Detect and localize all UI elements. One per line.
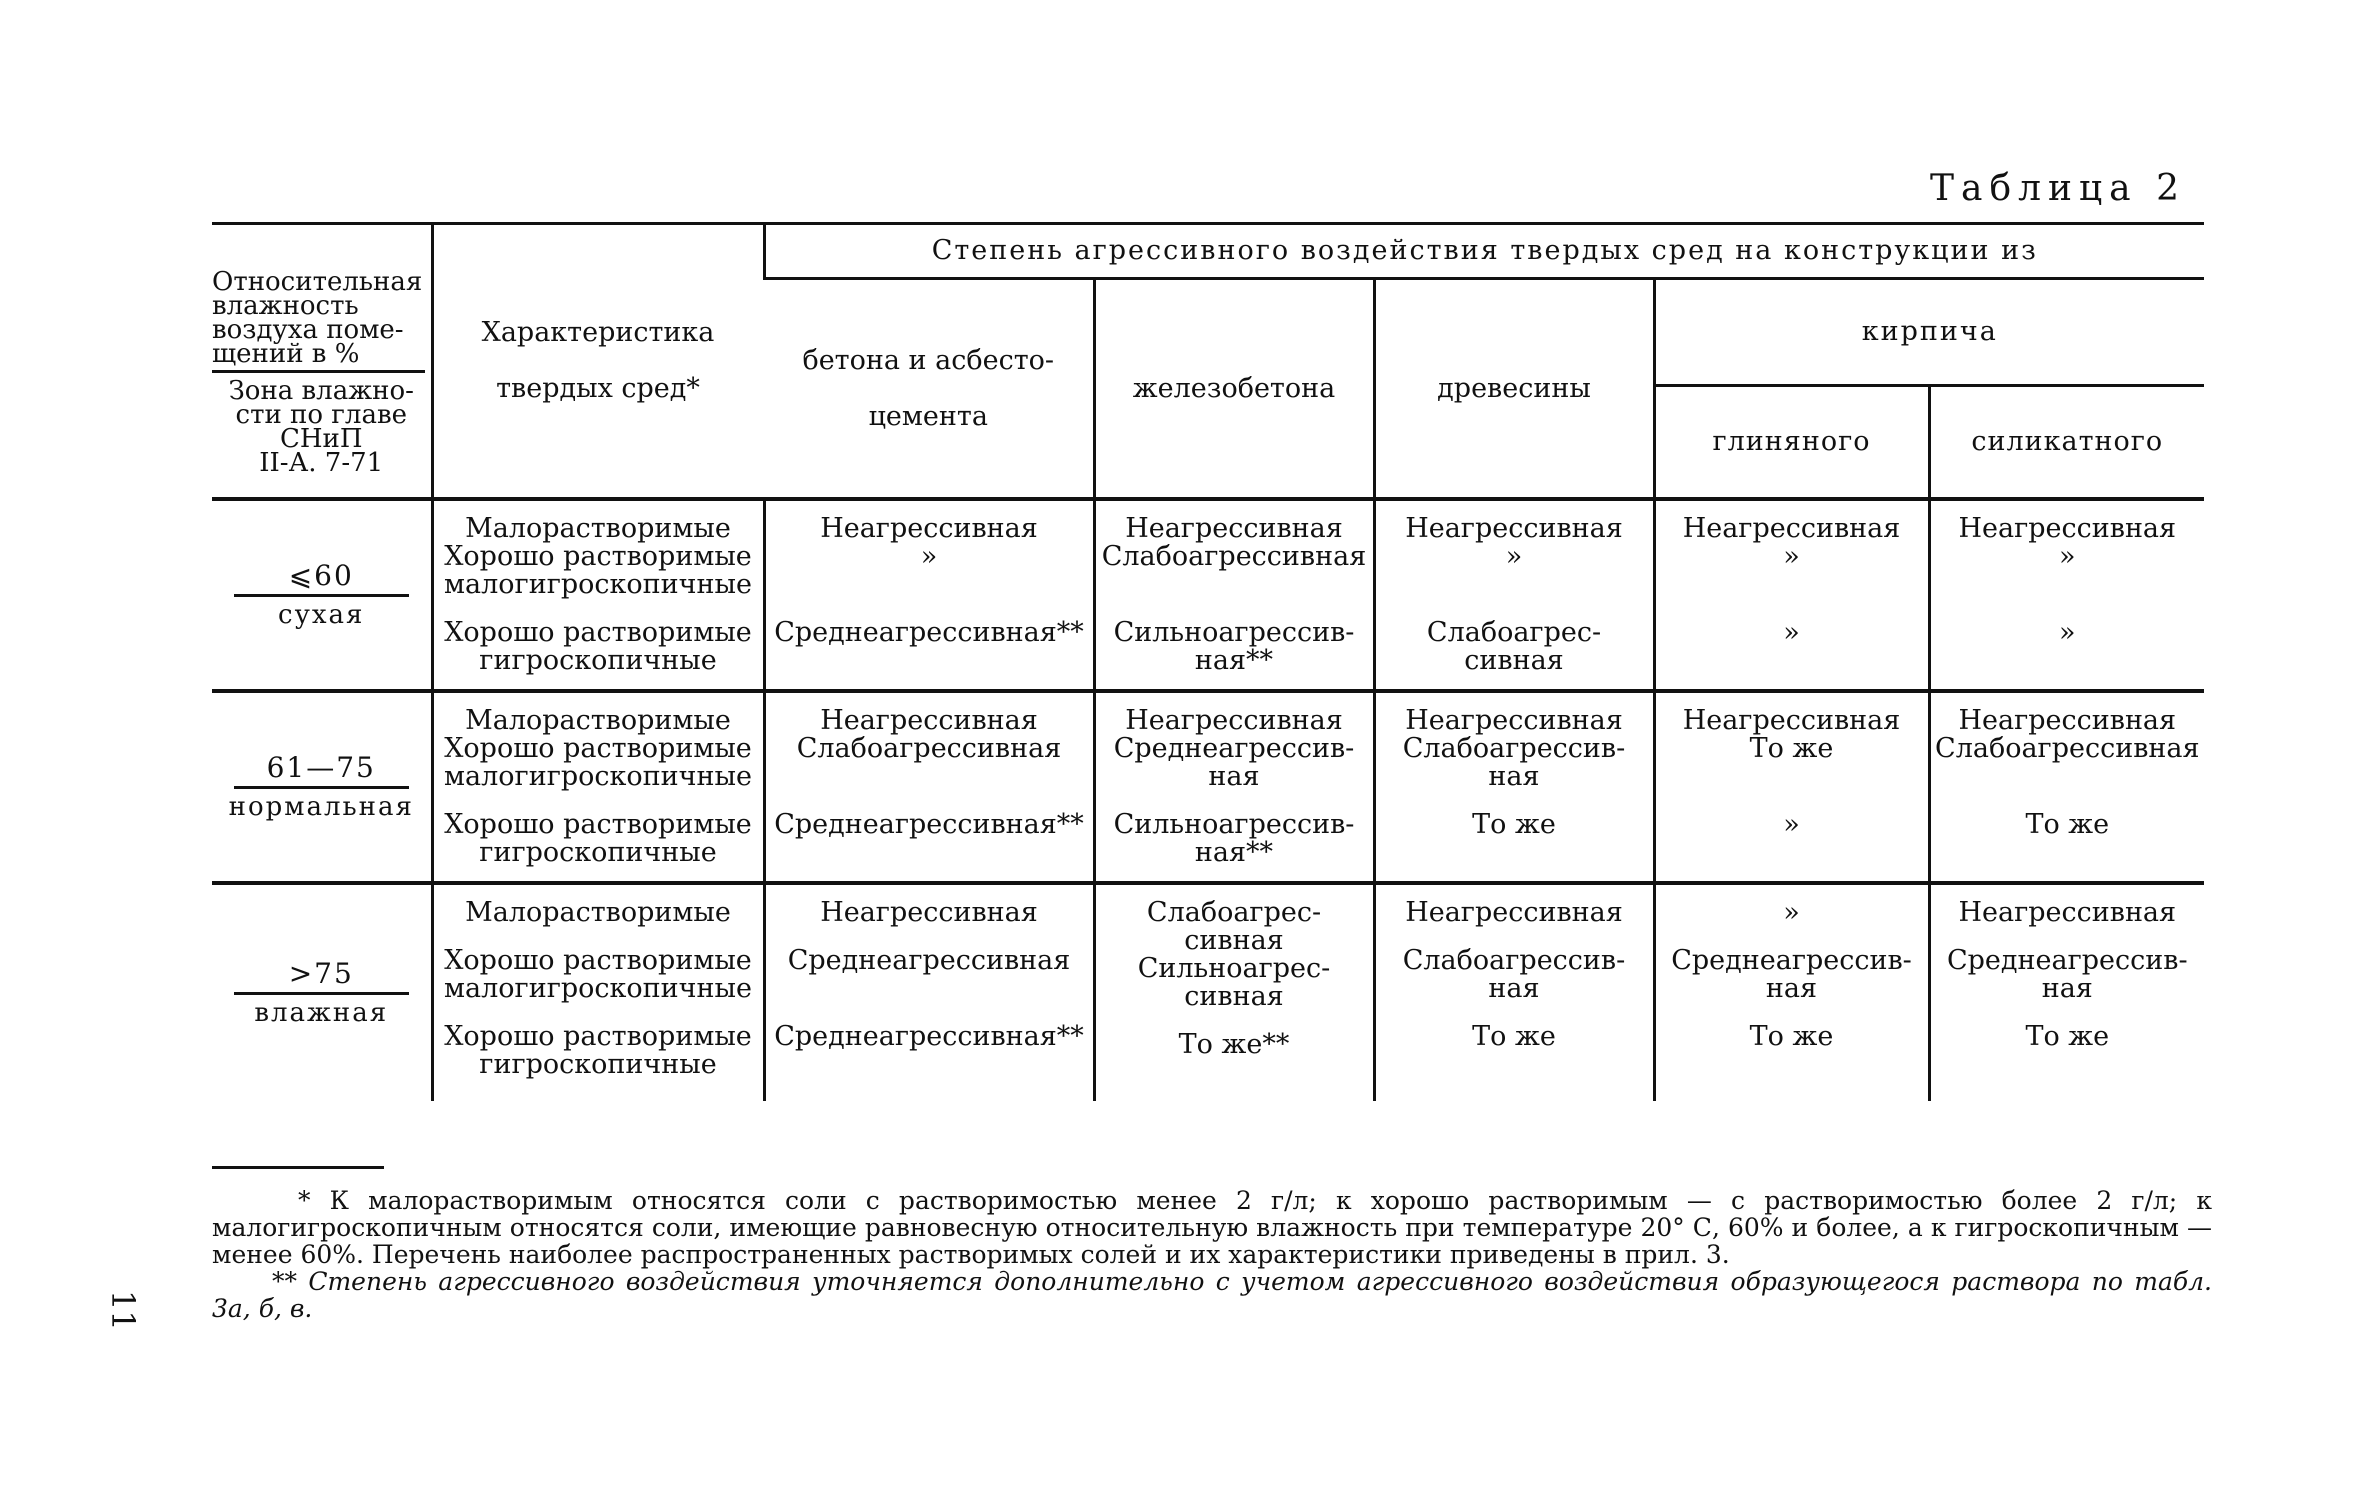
zone-name: влажная: [254, 997, 389, 1028]
clay-cell: [1654, 883, 1929, 1101]
value-line: Неагрессивная: [1125, 513, 1343, 544]
value-line: То же: [2025, 1021, 2110, 1052]
char-line: Хорошо растворимые: [444, 541, 752, 572]
header-humidity-line2: влажность: [212, 290, 359, 321]
char-line: Хорошо растворимые: [444, 809, 752, 840]
zone-name: сухая: [278, 599, 365, 630]
concrete-cell: [764, 499, 1094, 691]
value-line: Неагрессивная: [1682, 705, 1901, 736]
value-line: [1931, 571, 2205, 599]
table-row: [212, 691, 2204, 883]
wood-cell: [1374, 691, 1654, 883]
value-line: [1376, 571, 1653, 599]
value-line: [1376, 839, 1653, 867]
header-span-title: Степень агрессивного воздействия твердых сред на конструкции из: [764, 224, 2204, 279]
characteristic-cell: [432, 499, 764, 691]
header-humidity-line4: щений в %: [212, 338, 360, 369]
value-line: Слабоагрессивная: [1935, 733, 2200, 764]
header-brick: кирпича: [1654, 279, 2204, 386]
value-gap: [766, 1003, 1093, 1023]
char-line: Хорошо растворимые: [444, 1021, 752, 1052]
value-gap: [766, 791, 1093, 811]
value-line: »: [2059, 541, 2076, 572]
char-line: Малорастворимые: [465, 897, 731, 928]
value-line: »: [1783, 897, 1800, 928]
zone-cell: [212, 883, 432, 1101]
value-line: [1656, 839, 1928, 867]
value-line: сивная: [1184, 981, 1284, 1012]
value-line: Слабоагрес-: [1426, 617, 1602, 648]
value-line: Среднеагрессивная**: [774, 617, 1084, 648]
value-line: [1096, 571, 1373, 599]
value-line: ная: [1765, 973, 1818, 1004]
value-line: [766, 1051, 1093, 1079]
concrete-cell: [764, 883, 1094, 1101]
value-line: То же: [1472, 809, 1556, 840]
value-line: [1656, 571, 1928, 599]
header-reinforced: железобетона: [1094, 279, 1374, 498]
value-gap: [1931, 1003, 2205, 1023]
value-gap: [1931, 927, 2205, 947]
header-wood: древесины: [1374, 279, 1654, 498]
value-line: ная: [1208, 761, 1260, 792]
value-line: Неагрессивная: [1405, 513, 1623, 544]
value-line: Слабоагрессивная: [796, 733, 1062, 764]
table-title: Таблица 2: [1930, 168, 2186, 209]
zone-value: ⩽60: [234, 562, 409, 597]
value-line: Среднеагрессивная: [787, 945, 1071, 976]
value-gap: [1931, 599, 2205, 619]
header-zone-line4: II-А. 7-71: [259, 447, 384, 478]
value-line: То же: [1472, 1021, 1556, 1052]
value-line: [766, 647, 1093, 675]
footnote-2: ** Степень агрессивного воздействия уточняется дополнительно с учетом агрессивного воздействия образующегося раствора по табл. 3а, б, в.: [212, 1267, 2212, 1323]
value-line: сивная: [1464, 645, 1564, 676]
reinforced-cell: [1094, 499, 1374, 691]
value-line: ная: [2041, 973, 2093, 1004]
value-gap: [1656, 1003, 1928, 1023]
value-line: Слабоагрессивная: [1101, 541, 1367, 572]
value-line: [766, 571, 1093, 599]
header-characteristic: [432, 224, 764, 498]
header-concrete-line2: цемента: [868, 400, 988, 432]
value-line: [1656, 763, 1928, 791]
header-humidity-top: [212, 266, 425, 373]
value-line: То же: [1749, 733, 1834, 764]
reinforced-cell: [1094, 883, 1374, 1101]
silicate-cell: [1929, 883, 2204, 1101]
value-line: То же: [2025, 809, 2110, 840]
char-line: гигроскопичные: [479, 837, 717, 868]
value-line: [1656, 1051, 1928, 1079]
value-line: ная: [1488, 761, 1540, 792]
value-line: [766, 763, 1093, 791]
value-line: Сильноагрес-: [1137, 953, 1331, 984]
header-zone-line1: Зона влажно-: [228, 375, 414, 406]
characteristic-cell: [432, 691, 764, 883]
char-line: Малорастворимые: [465, 705, 731, 736]
value-line: Среднеагрессивная**: [774, 809, 1084, 840]
header-zone-line2: сти по главе: [235, 399, 407, 430]
value-line: Неагрессивная: [1682, 513, 1901, 544]
value-gap: [1931, 791, 2205, 811]
silicate-cell: [1929, 691, 2204, 883]
value-gap: [766, 599, 1093, 619]
char-gap: [434, 791, 763, 811]
value-line: Неагрессивная: [1405, 897, 1623, 928]
value-line: »: [1505, 541, 1523, 572]
value-line: »: [1783, 809, 1800, 840]
value-line: [766, 975, 1093, 1003]
value-line: Сильноагрессив-: [1113, 809, 1355, 840]
value-line: Среднеагрессивная**: [774, 1021, 1084, 1052]
header-humidity: [212, 224, 432, 498]
value-line: »: [1783, 617, 1800, 648]
zone-value: 61—75: [234, 754, 409, 789]
value-line: [1096, 1059, 1373, 1087]
value-gap: [1656, 927, 1928, 947]
value-line: Неагрессивная: [820, 897, 1038, 928]
header-humidity-line1: Относительная: [212, 266, 423, 297]
silicate-cell: [1929, 499, 2204, 691]
char-line: малогигроскопичные: [444, 973, 752, 1004]
footnote-1: * К малорастворимым относятся соли с растворимостью менее 2 г/л; к хорошо растворимым — с растворимостью более 2 г/л; к малогигроскопичным относятся соли, имеющие равновесную относительную влажность при температуре 20° С, 60% и более, а к гигроскопичным — менее 60%. Перечень наиболее распространенных растворимых солей и их характеристики приведены в прил. 3.: [212, 1186, 2212, 1269]
header-row-1: [212, 224, 2204, 279]
value-line: Среднеагрессив-: [1671, 945, 1912, 976]
value-line: [1931, 763, 2205, 791]
clay-cell: [1654, 499, 1929, 691]
value-gap: [1376, 927, 1653, 947]
zone-name: нормальная: [228, 791, 414, 822]
value-line: То же**: [1178, 1029, 1290, 1060]
value-line: [1656, 647, 1928, 675]
value-line: Неагрессивная: [1405, 705, 1623, 736]
value-gap: [1376, 599, 1653, 619]
value-line: [1931, 1051, 2205, 1079]
header-brick-silicate: силикатного: [1929, 386, 2204, 498]
header-concrete: [764, 279, 1094, 498]
value-gap: [1096, 1011, 1373, 1031]
table-row: [212, 883, 2204, 1101]
header-zone: [212, 375, 431, 478]
value-line: »: [1783, 541, 1800, 572]
zone-cell: [212, 691, 432, 883]
header-concrete-line1: бетона и асбесто-: [802, 344, 1055, 376]
page-number: 11: [104, 1290, 142, 1331]
wood-cell: [1374, 883, 1654, 1101]
header-zone-line3: СНиП: [279, 423, 363, 454]
footnote-rule: [212, 1166, 384, 1169]
header-brick-clay: глиняного: [1654, 386, 1929, 498]
value-line: Среднеагрессив-: [1946, 945, 2188, 976]
char-line: Малорастворимые: [465, 513, 731, 544]
char-line: Хорошо растворимые: [444, 945, 752, 976]
aggressiveness-table: [212, 222, 2204, 1101]
value-gap: [1656, 791, 1928, 811]
value-line: Слабоагрессив-: [1402, 945, 1626, 976]
value-line: Неагрессивная: [820, 705, 1038, 736]
value-gap: [1656, 599, 1928, 619]
value-gap: [1376, 791, 1653, 811]
value-line: [1376, 1051, 1653, 1079]
value-line: »: [2059, 617, 2076, 648]
value-line: »: [920, 541, 938, 572]
value-gap: [1096, 599, 1373, 619]
aggressiveness-table-wrap: [212, 222, 2204, 1101]
header-characteristic-line1: Характеристика: [481, 317, 715, 348]
value-line: ная: [1488, 973, 1540, 1004]
value-line: Слабоагрес-: [1146, 897, 1322, 928]
value-line: ная**: [1194, 837, 1274, 868]
footnotes: [212, 1166, 2212, 1322]
char-gap: [434, 1003, 763, 1023]
value-line: Слабоагрессив-: [1402, 733, 1626, 764]
concrete-cell: [764, 691, 1094, 883]
char-line: гигроскопичные: [479, 1049, 717, 1080]
value-line: [1931, 647, 2205, 675]
clay-cell: [1654, 691, 1929, 883]
value-line: сивная: [1184, 925, 1284, 956]
value-line: Неагрессивная: [820, 513, 1038, 544]
value-line: Неагрессивная: [1958, 897, 2177, 928]
value-line: Неагрессивная: [1125, 705, 1343, 736]
value-line: Неагрессивная: [1958, 513, 2177, 544]
value-gap: [1376, 1003, 1653, 1023]
characteristic-cell: [432, 883, 764, 1101]
char-line: малогигроскопичные: [444, 761, 752, 792]
value-line: ная**: [1194, 645, 1274, 676]
value-line: Неагрессивная: [1958, 705, 2177, 736]
header-humidity-line3: воздуха поме-: [212, 314, 404, 345]
char-line: Хорошо растворимые: [444, 617, 752, 648]
reinforced-cell: [1094, 691, 1374, 883]
value-line: [1931, 839, 2205, 867]
char-gap: [434, 599, 763, 619]
table-row: [212, 499, 2204, 691]
char-line: Хорошо растворимые: [444, 733, 752, 764]
wood-cell: [1374, 499, 1654, 691]
char-line: малогигроскопичные: [444, 569, 752, 600]
zone-value: >75: [234, 960, 409, 995]
value-gap: [1096, 791, 1373, 811]
value-line: То же: [1749, 1021, 1834, 1052]
header-characteristic-line2: твердых сред*: [496, 373, 700, 404]
char-line: гигроскопичные: [479, 645, 717, 676]
value-line: [766, 839, 1093, 867]
zone-cell: [212, 499, 432, 691]
value-gap: [766, 927, 1093, 947]
char-gap: [434, 927, 763, 947]
value-line: Среднеагрессив-: [1113, 733, 1355, 764]
value-line: Сильноагрессив-: [1113, 617, 1355, 648]
